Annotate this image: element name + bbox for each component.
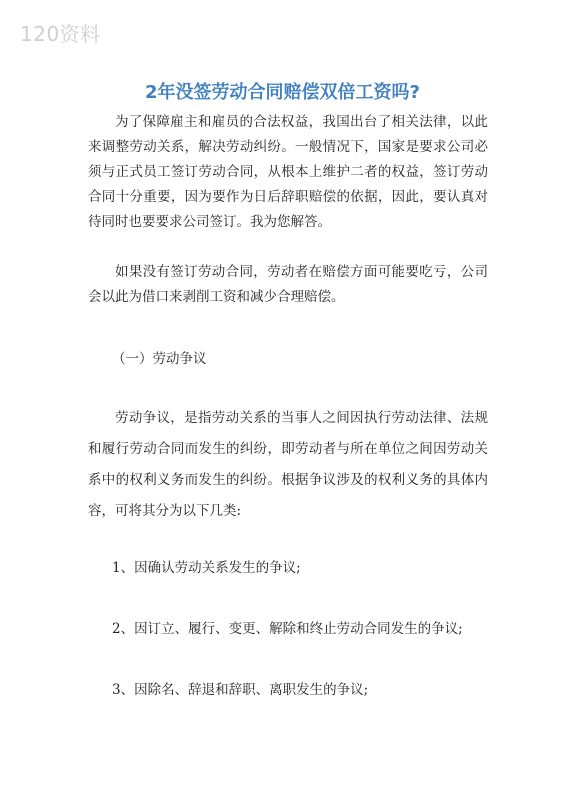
watermark-logo: 120资料	[20, 22, 101, 46]
paragraph-no-contract: 如果没有签订劳动合同，劳动者在赔偿方面可能要吃亏，公司会以此为借口来剥削工资和减少合理赔偿。	[88, 264, 488, 305]
list-item: 3、因除名、辞退和辞职、离职发生的争议;	[112, 682, 369, 698]
list-item: 2、因订立、履行、变更、解除和终止劳动合同发生的争议;	[112, 621, 463, 637]
paragraph-labor-dispute: 劳动争议，是指劳动关系的当事人之间因执行劳动法律、法规和履行劳动合同而发生的纠纷，即劳动者与所在单位之间因劳动关系中的权利义务而发生的纠纷。根据争议涉及的权利义务的具体内容，可将其分为以下几类:	[88, 410, 488, 519]
list-item: 1、因确认劳动关系发生的争议;	[112, 560, 301, 576]
page-title: 2年没签劳动合同赔偿双倍工资吗?	[145, 82, 420, 103]
paragraph-intro: 为了保障雇主和雇员的合法权益，我国出台了相关法律，以此来调整劳动关系，解决劳动纠纷。一般情况下，国家是要求公司必须与正式员工签订劳动合同，从根本上维护二者的权益，签订劳动合同十分重要，因为要作为日后辞职赔偿的依据，因此，要认真对待同时也要要求公司签订。我为您解答。	[88, 114, 488, 230]
section-heading: （一）劳动争议	[112, 351, 207, 367]
